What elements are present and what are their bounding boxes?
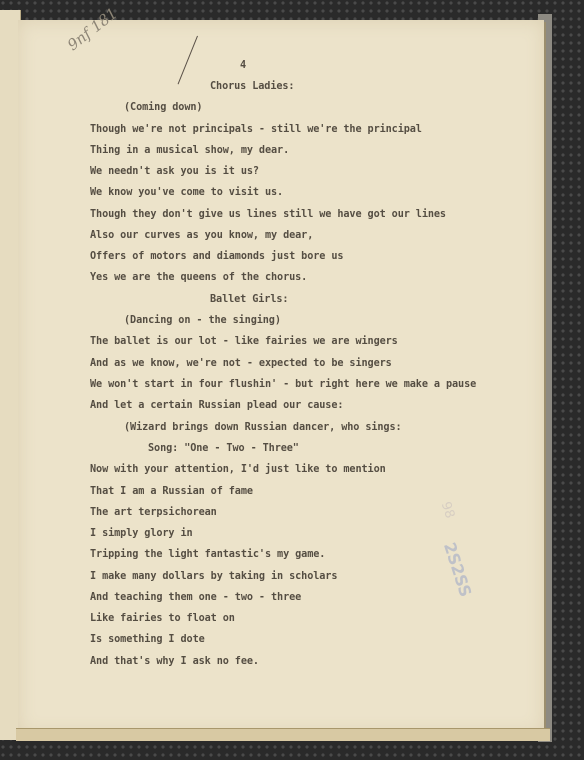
faint-stamp: 98: [437, 500, 458, 521]
text-line: Now with your attention, I'd just like to mention: [90, 464, 386, 475]
text-line: The art terpsichorean: [90, 507, 217, 518]
text-line: We needn't ask you is it us?: [90, 166, 259, 177]
text-line: Thing in a musical show, my dear.: [90, 145, 290, 156]
text-line: And as we know, we're not - expected to be singers: [90, 358, 392, 369]
text-line: I make many dollars by taking in scholars: [90, 571, 338, 582]
page-number: 4: [240, 60, 247, 71]
text-line: Though they don't give us lines still we have got our lines: [90, 209, 446, 220]
text-line: Yes we are the queens of the chorus.: [90, 272, 308, 283]
text-line: Like fairies to float on: [90, 613, 235, 624]
text-line: And let a certain Russian plead our cause:: [90, 400, 344, 411]
text-line: Chorus Ladies:: [210, 81, 295, 92]
library-stamp: 2S2SS: [439, 540, 476, 600]
pencil-annotation: 9nf 181: [64, 4, 121, 55]
text-line: Tripping the light fantastic's my game.: [90, 549, 326, 560]
text-line: We won't start in four flushin' - but right here we make a pause: [90, 379, 477, 390]
text-line: And teaching them one - two - three: [90, 592, 302, 603]
text-line: I simply glory in: [90, 528, 193, 539]
page-stack-edge: [16, 728, 550, 741]
text-line: Song: "One - Two - Three": [148, 443, 299, 454]
text-line: Ballet Girls:: [210, 294, 289, 305]
text-line: The ballet is our lot - like fairies we are wingers: [90, 336, 398, 347]
text-line: We know you've come to visit us.: [90, 187, 284, 198]
text-line: And that's why I ask no fee.: [90, 656, 259, 667]
text-line: Though we're not principals - still we're the principal: [90, 124, 422, 135]
text-line: (Wizard brings down Russian dancer, who sings:: [124, 422, 402, 433]
text-line: Also our curves as you know, my dear,: [90, 230, 314, 241]
text-line: (Coming down): [124, 102, 203, 113]
text-line: (Dancing on - the singing): [124, 315, 281, 326]
text-line: Is something I dote: [90, 634, 205, 645]
text-line: Offers of motors and diamonds just bore us: [90, 251, 344, 262]
text-line: That I am a Russian of fame: [90, 486, 253, 497]
